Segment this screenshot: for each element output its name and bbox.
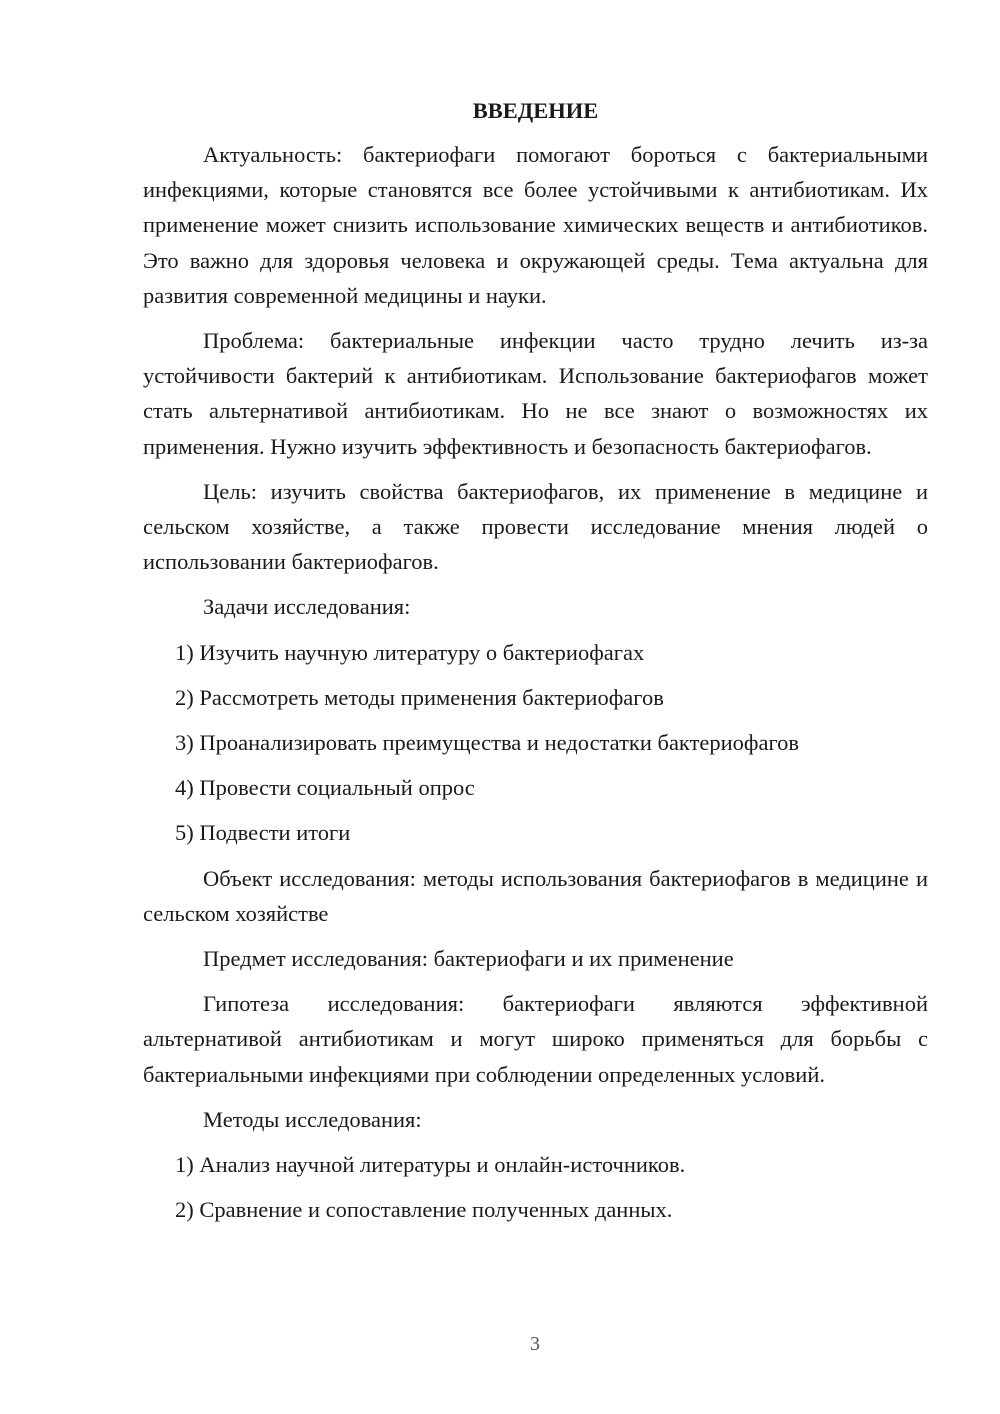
list-item: 4) Провести социальный опрос xyxy=(175,775,475,801)
section-heading: ВВЕДЕНИЕ xyxy=(472,98,599,123)
document-page xyxy=(143,95,928,1237)
relevance-paragraph: Актуальность: бактериофаги помогают бороться с бактериальными инфекциями, которые становятся все более устойчивыми к антибиотикам. Их применение может снизить использование химических веществ и антибиотиков. Это важно для здоровья человека и окружающей среды. Тема актуальна для развития современной медицины и науки. xyxy=(143,142,928,308)
list-item: 1) Изучить научную литературу о бактериофагах xyxy=(175,639,645,665)
methods-label: Методы исследования: xyxy=(203,1106,422,1132)
object-paragraph: Объект исследования: методы использования бактериофагов в медицине и сельском хозяйстве xyxy=(143,865,928,926)
subject-paragraph: Предмет исследования: бактериофаги и их применение xyxy=(203,946,734,972)
list-item: 2) Рассмотреть методы применения бактериофагов xyxy=(175,684,664,710)
list-item: 5) Подвести итоги xyxy=(175,820,351,846)
goal-paragraph: Цель: изучить свойства бактериофагов, их применение в медицине и сельском хозяйстве, а также провести исследование мнения людей о использовании бактериофагов. xyxy=(143,478,928,575)
list-item: 3) Проанализировать преимущества и недостатки бактериофагов xyxy=(175,730,800,756)
tasks-list xyxy=(143,635,928,851)
problem-paragraph: Проблема: бактериальные инфекции часто трудно лечить из-за устойчивости бактерий к антибиотикам. Использование бактериофагов может стать альтернативой антибиотикам. Но не все знают о возможностях их применения. Нужно изучить эффективность и безопасность бактериофагов. xyxy=(143,328,928,459)
methods-list xyxy=(143,1147,928,1227)
hypothesis-paragraph: Гипотеза исследования: бактериофаги являются эффективной альтернативой антибиотикам и могут широко применяться для борьбы с бактериальными инфекциями при соблюдении определенных условий. xyxy=(143,991,928,1087)
list-item: 2) Сравнение и сопоставление полученных данных. xyxy=(175,1197,673,1223)
page-number: 3 xyxy=(530,1333,540,1355)
list-item: 1) Анализ научной литературы и онлайн-источников. xyxy=(175,1152,686,1178)
tasks-label: Задачи исследования: xyxy=(203,594,411,620)
